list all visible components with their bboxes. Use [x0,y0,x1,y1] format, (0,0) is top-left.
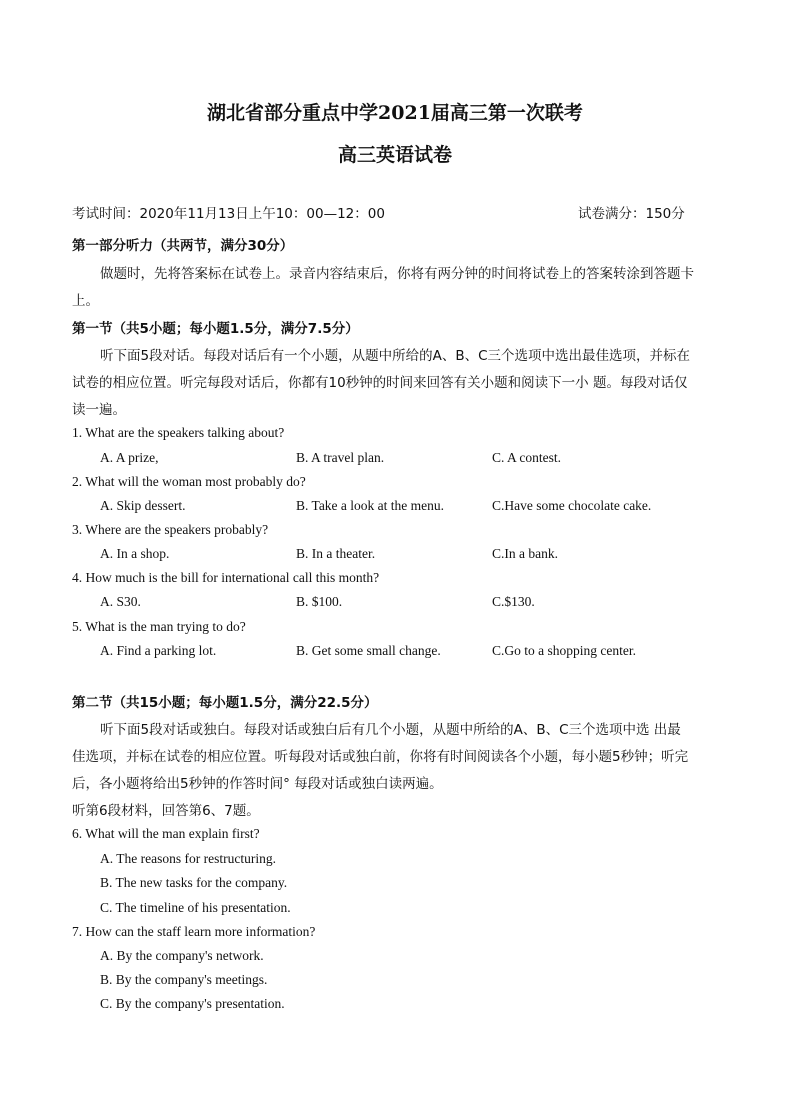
paper-subtitle: 高三英语试卷 [337,144,452,166]
q5-option-b: B. Get some small change. [296,643,441,658]
question-3: 3. Where are the speakers probably? [72,522,269,537]
paper-title: 湖北省部分重点中学2021届高三第一次联考 [207,102,583,124]
question-2: 2. What will the woman most probably do? [72,474,306,489]
part1-heading: 第一部分听力（共两节，满分30分） [72,238,294,254]
q7-option-a: A. By the company's network. [100,948,264,963]
material-note: 听第6段材料，回答第6、7题。 [72,803,260,819]
q5-option-a: A. Find a parking lot. [100,643,217,658]
question-4: 4. How much is the bill for international call this month? [72,570,380,585]
q6-option-a: A. The reasons for restructuring. [100,851,276,866]
full-score: 试卷满分：150分 [578,206,685,222]
question-1: 1. What are the speakers talking about? [72,425,285,440]
part1-intro-line2: 上。 [72,293,99,309]
q5-option-c: C.Go to a shopping center. [492,643,636,658]
question-6: 6. What will the man explain first? [72,826,260,841]
q7-option-c: C. By the company's presentation. [100,996,285,1011]
q6-option-b: B. The new tasks for the company. [100,875,288,890]
section1-intro-line3: 读一遍。 [72,402,126,418]
question-5: 5. What is the man trying to do? [72,619,246,634]
q4-option-c: C.$130. [492,594,535,609]
q3-option-a: A. In a shop. [100,546,170,561]
q2-option-a: A. Skip dessert. [100,498,186,513]
q6-option-c: C. The timeline of his presentation. [100,900,291,915]
q1-option-b: B. A travel plan. [296,450,385,465]
question-7: 7. How can the staff learn more information? [72,924,316,939]
section2-intro-line1: 听下面5段对话或独白。每段对话或独白后有几个小题，从题中所给的A、B、C三个选项中选 出最 [100,722,681,738]
q7-option-b: B. By the company's meetings. [100,972,268,987]
q2-option-b: B. Take a look at the menu. [296,498,445,513]
section1-intro-line2: 试卷的相应位置。听完每段对话后，你都有10秒钟的时间来回答有关小题和阅读下一小 题。每段对话仅 [72,375,688,391]
section2-intro-line3: 后，各小题将给出5秒钟的作答时间° 每段对话或独白读两遍。 [72,776,443,792]
section2-intro-line2: 佳选项，并标在试卷的相应位置。听每段对话或独白前，你将有时间阅读各个小题，每小题5秒钟；听完 [72,749,689,765]
q3-option-c: C.In a bank. [492,546,558,561]
exam-time: 考试时间：2020年11月13日上午10：00—12：00 [72,206,385,222]
q4-option-a: A. S30. [100,594,141,609]
section1-heading: 第一节（共5小题；每小题1.5分，满分7.5分） [72,321,359,337]
part1-intro-line1: 做题时，先将答案标在试卷上。录音内容结束后，你将有两分钟的时间将试卷上的答案转涂到答题卡 [100,266,694,282]
section1-intro-line1: 听下面5段对话。每段对话后有一个小题，从题中所给的A、B、C三个选项中选出最佳选项，并标在 [100,348,691,364]
q3-option-b: B. In a theater. [296,546,376,561]
section2-heading: 第二节（共15小题；每小题1.5分，满分22.5分） [72,695,378,711]
q4-option-b: B. $100. [296,594,343,609]
q1-option-c: C. A contest. [492,450,562,465]
q1-option-a: A. A prize, [100,450,159,465]
q2-option-c: C.Have some chocolate cake. [492,498,652,513]
